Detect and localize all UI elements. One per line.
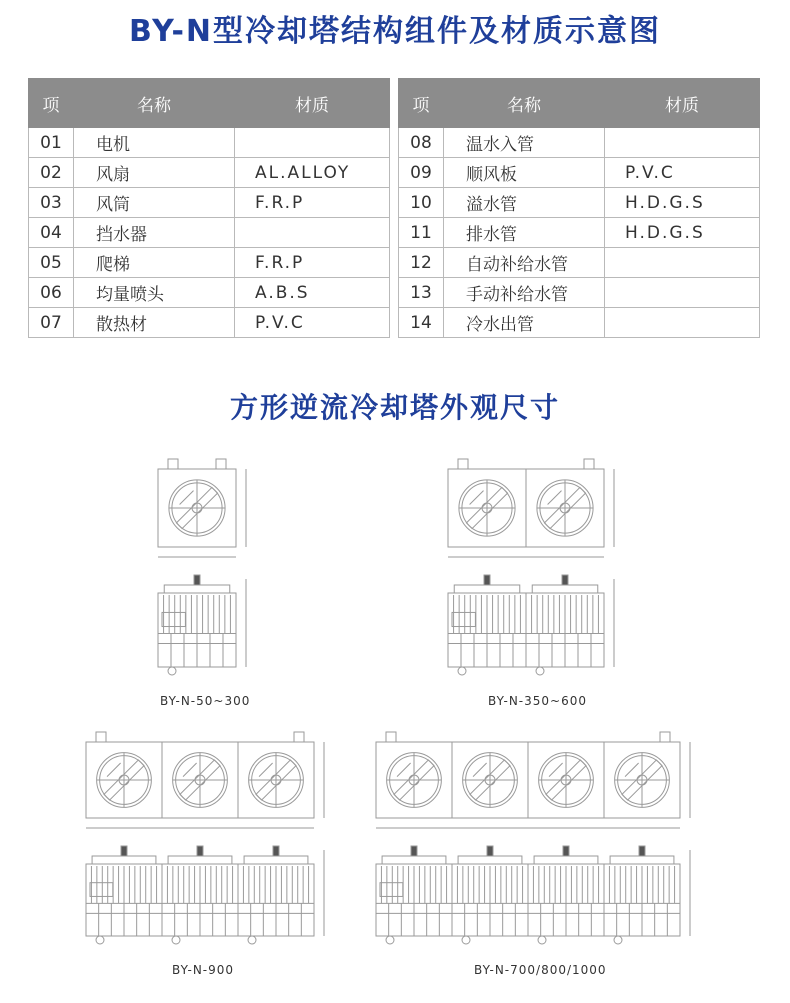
inlet-stub <box>386 732 396 742</box>
outlet-pipe <box>168 667 176 675</box>
part-number: 08 <box>399 128 444 158</box>
table-row <box>29 308 390 338</box>
tower-drawing-model-1 <box>150 455 275 690</box>
part-name: 挡水器 <box>74 218 235 248</box>
part-material: F.R.P <box>235 188 390 218</box>
part-number: 12 <box>399 248 444 278</box>
fan-marker <box>470 491 484 505</box>
part-name: 自动补给水管 <box>444 248 605 278</box>
inlet-stub <box>458 459 468 469</box>
fan-marker <box>473 763 487 777</box>
part-number: 02 <box>29 158 74 188</box>
fan-marker <box>397 763 411 777</box>
inlet-stub <box>96 732 106 742</box>
part-material <box>605 278 760 308</box>
tower-graphic <box>448 459 614 675</box>
inlet-stub <box>660 732 670 742</box>
motor <box>562 575 568 585</box>
fan-marker <box>548 491 562 505</box>
part-number: 07 <box>29 308 74 338</box>
outlet-pipe <box>538 936 546 944</box>
louver-panel <box>90 883 113 897</box>
part-material: A.B.S <box>235 278 390 308</box>
table-row <box>399 278 760 308</box>
motor <box>484 575 490 585</box>
table-row <box>29 218 390 248</box>
part-name: 温水入管 <box>444 128 605 158</box>
part-number: 09 <box>399 158 444 188</box>
table-row <box>399 188 760 218</box>
part-number: 11 <box>399 218 444 248</box>
model-label: BY-N-700/800/1000 <box>474 963 607 977</box>
fan-stack <box>458 856 522 864</box>
header-material: 材质 <box>235 79 390 128</box>
parts-title: BY-N型冷却塔结构组件及材质示意图 <box>128 14 662 49</box>
header-num: 项 <box>29 79 74 128</box>
motor <box>563 846 569 856</box>
outlet-pipe <box>536 667 544 675</box>
table-row <box>399 248 760 278</box>
part-number: 05 <box>29 248 74 278</box>
table-row <box>399 218 760 248</box>
part-material: F.R.P <box>235 248 390 278</box>
table-row <box>399 158 760 188</box>
motor <box>197 846 203 856</box>
louver-panel <box>162 612 185 626</box>
part-name: 散热材 <box>74 308 235 338</box>
fan-stack <box>168 856 232 864</box>
motor <box>487 846 493 856</box>
fan-stack <box>92 856 156 864</box>
part-material: H.D.G.S <box>605 188 760 218</box>
tower-graphic <box>376 732 690 944</box>
table-row <box>29 278 390 308</box>
outlet-pipe <box>458 667 466 675</box>
outlet-pipe <box>614 936 622 944</box>
header-num: 项 <box>399 79 444 128</box>
fan-stack <box>244 856 308 864</box>
motor <box>194 575 200 585</box>
outlet-pipe <box>462 936 470 944</box>
part-name: 风扇 <box>74 158 235 188</box>
louver-panel <box>452 612 475 626</box>
inlet-stub <box>584 459 594 469</box>
part-material <box>605 128 760 158</box>
motor <box>411 846 417 856</box>
part-name: 冷水出管 <box>444 308 605 338</box>
outlet-pipe <box>386 936 394 944</box>
part-number: 13 <box>399 278 444 308</box>
motor <box>639 846 645 856</box>
part-material <box>605 308 760 338</box>
fan-marker <box>625 763 639 777</box>
tower-graphic <box>86 732 324 944</box>
louver-panel <box>380 883 403 897</box>
table-row <box>29 188 390 218</box>
fan-stack <box>164 585 230 593</box>
part-material: AL.ALLOY <box>235 158 390 188</box>
part-name: 电机 <box>74 128 235 158</box>
part-material: P.V.C <box>605 158 760 188</box>
part-number: 06 <box>29 278 74 308</box>
parts-table-left <box>28 78 390 338</box>
part-number: 04 <box>29 218 74 248</box>
parts-table-right <box>398 78 760 338</box>
header-material: 材质 <box>605 79 760 128</box>
part-name: 风筒 <box>74 188 235 218</box>
part-name: 均量喷头 <box>74 278 235 308</box>
part-number: 10 <box>399 188 444 218</box>
table-row <box>29 248 390 278</box>
tower-drawing-model-2 <box>440 455 640 690</box>
table-row <box>29 128 390 158</box>
table-row <box>29 158 390 188</box>
fan-marker <box>549 763 563 777</box>
part-number: 01 <box>29 128 74 158</box>
header-name: 名称 <box>74 79 235 128</box>
tower-graphic <box>158 459 246 675</box>
motor <box>121 846 127 856</box>
model-label: BY-N-900 <box>172 963 235 977</box>
motor <box>273 846 279 856</box>
fan-stack <box>454 585 520 593</box>
model-label: BY-N-50~300 <box>160 694 251 708</box>
part-name: 手动补给水管 <box>444 278 605 308</box>
fan-marker <box>183 763 197 777</box>
part-name: 爬梯 <box>74 248 235 278</box>
tower-drawing-model-3 <box>78 728 343 960</box>
fan-marker <box>259 763 273 777</box>
part-material <box>605 248 760 278</box>
model-label: BY-N-350~600 <box>488 694 587 708</box>
dimensions-title: 方形逆流冷却塔外观尺寸 <box>229 391 560 424</box>
outlet-pipe <box>96 936 104 944</box>
part-number: 03 <box>29 188 74 218</box>
part-name: 溢水管 <box>444 188 605 218</box>
part-name: 顺风板 <box>444 158 605 188</box>
inlet-stub <box>216 459 226 469</box>
tower-drawing-model-4 <box>368 728 713 960</box>
table-row <box>399 128 760 158</box>
outlet-pipe <box>248 936 256 944</box>
part-material: H.D.G.S <box>605 218 760 248</box>
inlet-stub <box>168 459 178 469</box>
inlet-stub <box>294 732 304 742</box>
part-name: 排水管 <box>444 218 605 248</box>
header-name: 名称 <box>444 79 605 128</box>
table-row <box>399 308 760 338</box>
part-number: 14 <box>399 308 444 338</box>
fan-marker <box>107 763 121 777</box>
fan-stack <box>532 585 598 593</box>
fan-stack <box>610 856 674 864</box>
fan-stack <box>382 856 446 864</box>
part-material <box>235 218 390 248</box>
part-material: P.V.C <box>235 308 390 338</box>
outlet-pipe <box>172 936 180 944</box>
fan-stack <box>534 856 598 864</box>
part-material <box>235 128 390 158</box>
fan-marker <box>180 491 194 505</box>
